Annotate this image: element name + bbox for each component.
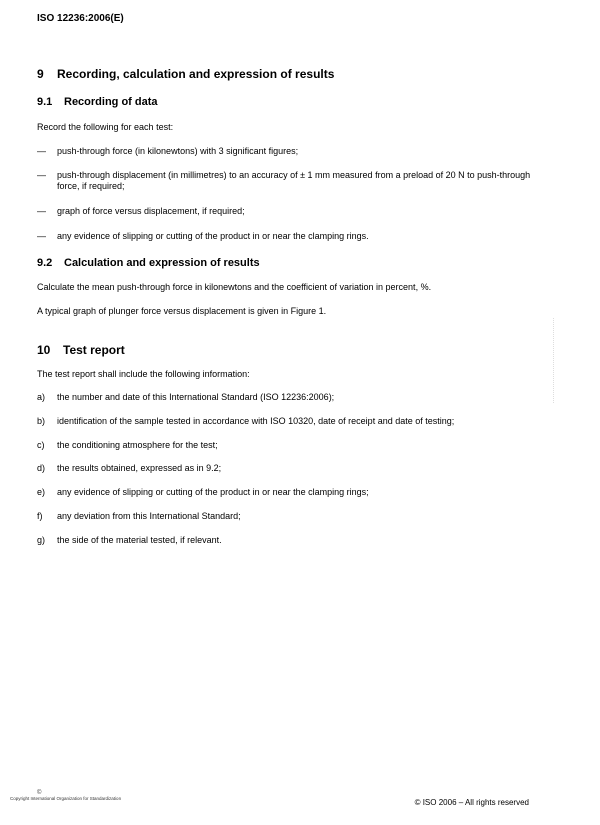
section-9-2-heading — [37, 257, 260, 269]
figure-reference-paragraph: A typical graph of plunger force versus displacement is given in Figure 1. — [37, 306, 327, 316]
list-item — [37, 440, 547, 451]
list-item-text: any evidence of slipping or cutting of the product in or near the clamping rings; — [57, 487, 369, 497]
dash-marker: — — [37, 206, 46, 216]
section-9-1-heading — [37, 96, 158, 108]
list-item-text: push-through force (in kilonewtons) with 3 significant figures; — [57, 146, 299, 156]
document-id: ISO 12236:2006(E) — [37, 13, 124, 24]
page-edge-mark — [553, 318, 555, 403]
list-item-text: any evidence of slipping or cutting of the product in or near the clamping rings. — [57, 231, 369, 241]
list-marker: c) — [37, 440, 45, 450]
section-title: Calculation and expression of results — [64, 257, 260, 269]
list-item-text: the results obtained, expressed as in 9.2; — [57, 463, 222, 473]
list-item-text: graph of force versus displacement, if required; — [57, 206, 245, 216]
dash-marker: — — [37, 170, 46, 180]
copyright-text: Copyright International Organization for Standardization — [10, 796, 122, 801]
list-item — [37, 146, 547, 157]
list-marker: e) — [37, 487, 46, 497]
copyright-notice — [10, 790, 122, 802]
section-9-heading — [37, 67, 334, 81]
recording-intro: Record the following for each test: — [37, 122, 174, 132]
list-item — [37, 416, 547, 427]
list-marker: a) — [37, 392, 46, 402]
calculation-paragraph: Calculate the mean push-through force in kilonewtons and the coefficient of variation in percent, %. — [37, 282, 432, 292]
list-marker: b) — [37, 416, 46, 426]
dash-marker: — — [37, 231, 46, 241]
dash-marker: — — [37, 146, 46, 156]
list-item-text: the conditioning atmosphere for the test; — [57, 440, 218, 450]
list-item — [37, 511, 547, 522]
section-number: 10 — [37, 343, 51, 357]
list-item — [37, 231, 547, 242]
list-item-text: the side of the material tested, if relevant. — [57, 535, 222, 545]
section-title: Recording, calculation and expression of results — [57, 67, 335, 81]
list-item — [37, 463, 547, 474]
section-number: 9 — [37, 67, 44, 81]
section-title: Test report — [63, 343, 125, 357]
list-item — [37, 487, 547, 498]
section-number: 9.1 — [37, 96, 53, 108]
list-marker: f) — [37, 511, 43, 521]
rights-reserved: © ISO 2006 – All rights reserved — [414, 798, 529, 807]
list-marker: d) — [37, 463, 46, 473]
list-item — [37, 170, 547, 192]
list-item-text: the number and date of this International Standard (ISO 12236:2006); — [57, 392, 335, 402]
list-item — [37, 535, 547, 546]
list-item-text: push-through displacement (in millimetres) to an accuracy of ± 1 mm measured from a preload of 20 N to push-through force, if required; — [57, 170, 531, 191]
list-item-text: identification of the sample tested in accordance with ISO 10320, date of receipt and date of testing; — [57, 416, 455, 426]
test-report-intro: The test report shall include the following information: — [37, 369, 250, 379]
list-marker: g) — [37, 535, 46, 545]
list-item — [37, 392, 547, 403]
list-item-text: any deviation from this International Standard; — [57, 511, 241, 521]
section-title: Recording of data — [64, 96, 158, 108]
section-10-heading — [37, 343, 125, 357]
section-number: 9.2 — [37, 257, 53, 269]
list-item — [37, 206, 547, 217]
copyright-seal: © — [37, 790, 42, 796]
